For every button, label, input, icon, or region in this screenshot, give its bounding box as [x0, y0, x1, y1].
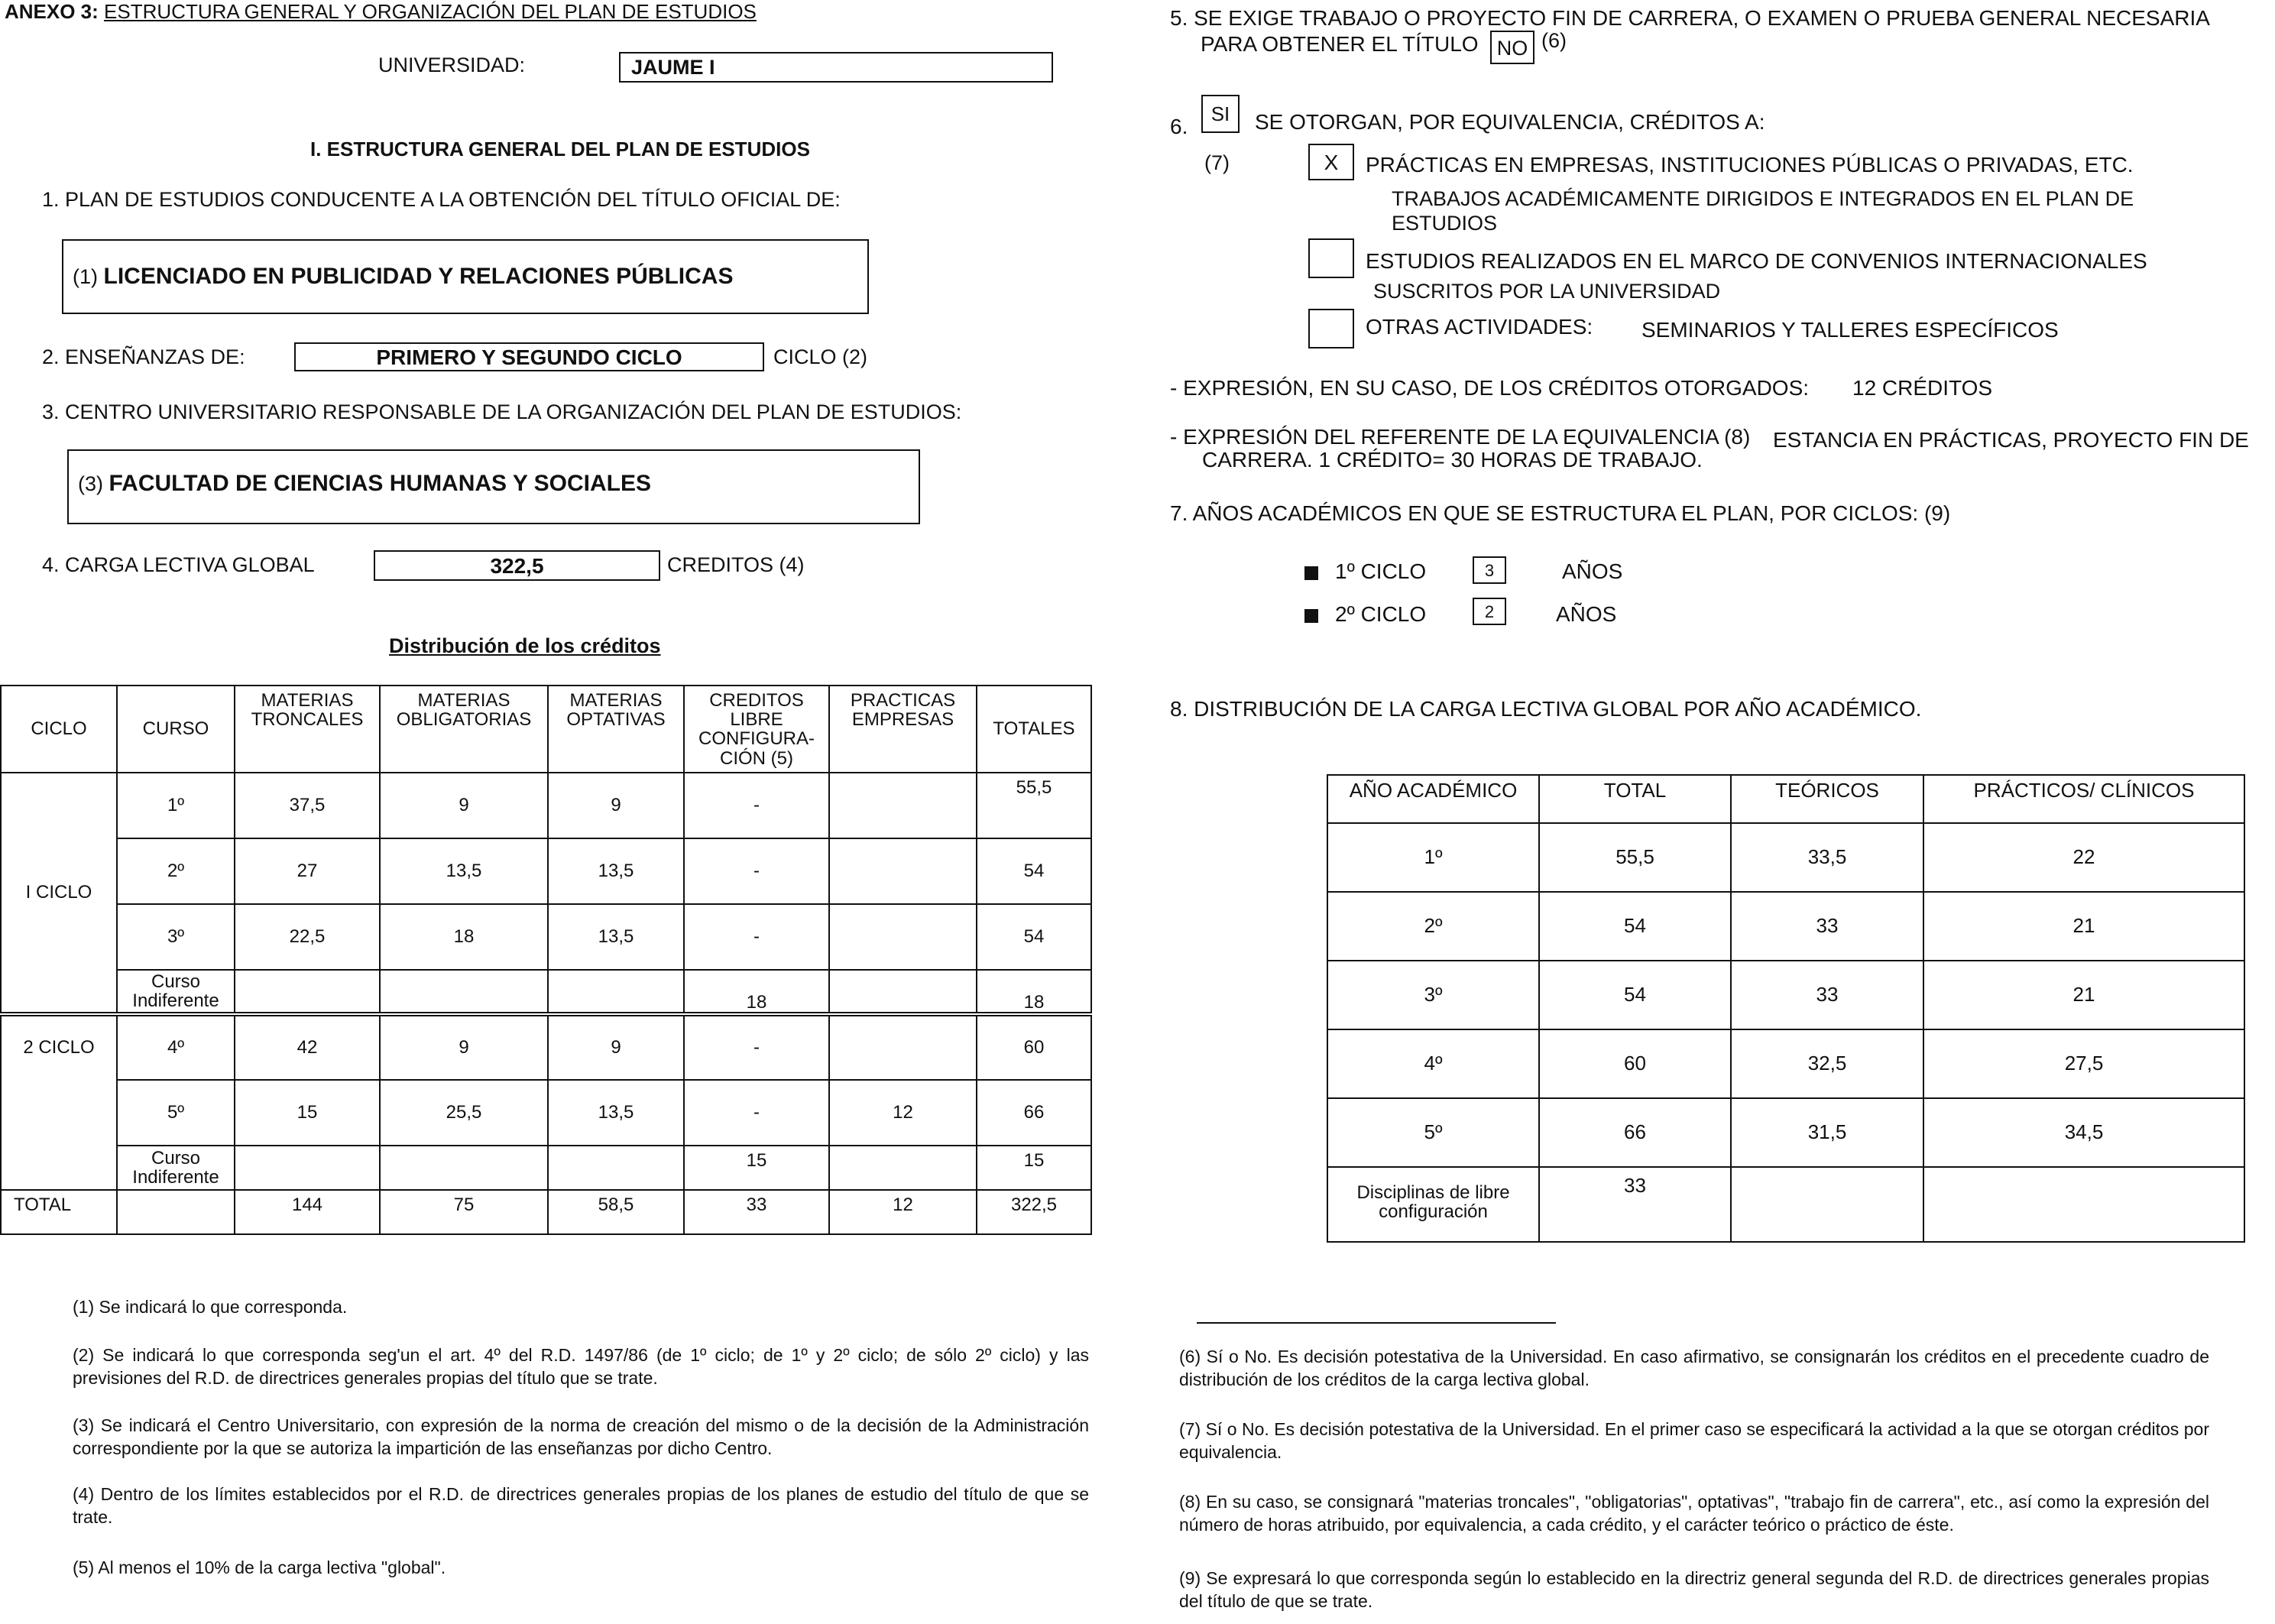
- section-title: I. ESTRUCTURA GENERAL DEL PLAN DE ESTUDIOS: [310, 138, 810, 160]
- item7-text: 7. AÑOS ACADÉMICOS EN QUE SE ESTRUCTURA EL PLAN, POR CICLOS: (9): [1170, 501, 1951, 525]
- ciclo2-label: 2º CICLO: [1335, 602, 1427, 626]
- cell-optativas: [548, 970, 684, 1014]
- footnote-3: (3) Se indicará el Centro Universitario, con expresión de la norma de creación del mismo o de la decisión de la Administración correspondiente por la que se autoriza la impartición de las enseñanzas por dicho Centro.: [73, 1415, 1089, 1458]
- cell-obligatorias: 25,5: [380, 1080, 548, 1146]
- bullet-icon: [1304, 566, 1318, 580]
- th-troncales: MATERIAS TRONCALES: [235, 686, 380, 773]
- item4-field: 322,5: [374, 550, 660, 581]
- total-label: TOTAL: [1, 1190, 117, 1234]
- ciclo1-years-box: 3: [1473, 556, 1506, 584]
- expr2-value2: CARRERA. 1 CRÉDITO= 30 HORAS DE TRABAJO.: [1202, 448, 1703, 472]
- expr1-value: 12 CRÉDITOS: [1852, 376, 1993, 400]
- cell-libre: 15: [684, 1146, 829, 1190]
- cell-total: 66: [977, 1080, 1091, 1146]
- cell-practicas: [829, 904, 977, 970]
- cell-optativas: 13,5: [548, 904, 684, 970]
- cell-curso: 2º: [117, 838, 235, 904]
- cell-teoricos: 32,5: [1731, 1029, 1923, 1098]
- universidad-field: JAUME I: [619, 52, 1053, 83]
- cell-obligatorias: 13,5: [380, 838, 548, 904]
- cell-ano: 1º: [1327, 823, 1539, 892]
- footnote-7: (7) Sí o No. Es decisión potestativa de la Universidad. En el primer caso se especificará la actividad a la que se otorgan créditos por equivalencia.: [1179, 1419, 2209, 1462]
- cell-libre: -: [684, 904, 829, 970]
- item8-text: 8. DISTRIBUCIÓN DE LA CARGA LECTIVA GLOBAL POR AÑO ACADÉMICO.: [1170, 697, 1922, 721]
- option-convenios-text: ESTUDIOS REALIZADOS EN EL MARCO DE CONVENIOS INTERNACIONALES: [1366, 249, 2147, 273]
- cell-libre: -: [684, 1014, 829, 1080]
- cell-obligatorias: 9: [380, 1014, 548, 1080]
- cell-obligatorias: [380, 970, 548, 1014]
- item5-checkbox: NO: [1490, 31, 1534, 64]
- cell-obligatorias: 75: [380, 1190, 548, 1234]
- cell-troncales: [235, 1146, 380, 1190]
- cell-libre: 33: [684, 1190, 829, 1234]
- item3-label: 3. CENTRO UNIVERSITARIO RESPONSABLE DE LA ORGANIZACIÓN DEL PLAN DE ESTUDIOS:: [42, 400, 962, 423]
- ciclo2-years-box: 2: [1473, 598, 1506, 625]
- cell-total: 18: [977, 970, 1091, 1014]
- universidad-label: UNIVERSIDAD:: [378, 53, 526, 76]
- bullet-icon: [1304, 609, 1318, 623]
- th-ano-academico: AÑO ACADÉMICO: [1327, 775, 1539, 823]
- cell-obligatorias: [380, 1146, 548, 1190]
- footnote-2: (2) Se indicará lo que corresponda seg'un el art. 4º del R.D. 1497/86 (de 1º ciclo; de 1º y 2º ciclo; de sólo 2º ciclo) y las previsiones del R.D. de directrices generales propias del título que se trate.: [73, 1345, 1089, 1388]
- table-row: [1, 904, 1091, 970]
- cell-optativas: 13,5: [548, 838, 684, 904]
- item6-checkbox: SI: [1201, 95, 1240, 133]
- cell-ano: 3º: [1327, 961, 1539, 1029]
- cell-practicos: 34,5: [1923, 1098, 2244, 1167]
- cell-optativas: [548, 1146, 684, 1190]
- cell-total: 55,5: [1539, 823, 1731, 892]
- item2-suffix: CICLO (2): [773, 345, 868, 368]
- table-row: [1327, 961, 2244, 1029]
- cell-teoricos: [1731, 1167, 1923, 1242]
- th-ciclo: CICLO: [1, 686, 117, 773]
- cell-total: 60: [1539, 1029, 1731, 1098]
- item1-marker: (1): [73, 265, 98, 288]
- table-row: [1327, 892, 2244, 961]
- cell-troncales: 15: [235, 1080, 380, 1146]
- cell-practicas: 12: [829, 1190, 977, 1234]
- item6-text: SE OTORGAN, POR EQUIVALENCIA, CRÉDITOS A:: [1255, 110, 1765, 134]
- ciclo1-cell: I CICLO: [1, 773, 117, 1014]
- th-totales: TOTALES: [977, 686, 1091, 773]
- footnote-divider: [1197, 1322, 1556, 1324]
- cell-total: 33: [1539, 1167, 1731, 1242]
- cell-libre: -: [684, 773, 829, 838]
- item5-text2: PARA OBTENER EL TÍTULO: [1201, 32, 1479, 56]
- cell-practicas: [829, 838, 977, 904]
- item3-marker: (3): [78, 472, 103, 495]
- footnote-4: (4) Dentro de los límites establecidos por el R.D. de directrices generales propias de los planes de estudio del título de que se trate.: [73, 1484, 1089, 1527]
- cell-optativas: 9: [548, 773, 684, 838]
- option-otras-text: OTRAS ACTIVIDADES:: [1366, 315, 1593, 339]
- cell-teoricos: 33,5: [1731, 823, 1923, 892]
- cell-obligatorias: 18: [380, 904, 548, 970]
- item3-value: FACULTAD DE CIENCIAS HUMANAS Y SOCIALES: [109, 471, 652, 496]
- item1-value: LICENCIADO EN PUBLICIDAD Y RELACIONES PÚBLICAS: [103, 264, 734, 289]
- cell-practicos: [1923, 1167, 2244, 1242]
- cell-troncales: 27: [235, 838, 380, 904]
- table-row: [1327, 1167, 2244, 1242]
- cell-ano: 2º: [1327, 892, 1539, 961]
- footnote-8: (8) En su caso, se consignará "materias troncales", "obligatorias", optativas", "trabajo fin de carrera", etc., así como la expresión del número de horas atribuido, por equivalencia, a cada crédito, y el carácter teórico o práctico de éste.: [1179, 1492, 2209, 1535]
- table-row: [1, 773, 1091, 838]
- table-row: [1, 970, 1091, 1014]
- cell-curso: [117, 1190, 235, 1234]
- item6-ref: (7): [1204, 151, 1230, 174]
- option-otras-checkbox: [1308, 309, 1354, 348]
- cell-ano: Disciplinas de libre configuración: [1327, 1167, 1539, 1242]
- cell-total: 60: [977, 1014, 1091, 1080]
- option-trabajos-text: TRABAJOS ACADÉMICAMENTE DIRIGIDOS E INTEGRADOS EN EL PLAN DE ESTUDIOS: [1392, 187, 2134, 235]
- ciclo2-cell: 2 CICLO: [1, 1014, 117, 1190]
- th-practicos: PRÁCTICOS/ CLÍNICOS: [1923, 775, 2244, 823]
- cell-practicos: 22: [1923, 823, 2244, 892]
- cell-total: 54: [977, 838, 1091, 904]
- th-optativas: MATERIAS OPTATIVAS: [548, 686, 684, 773]
- item4-label: 4. CARGA LECTIVA GLOBAL: [42, 553, 315, 576]
- item1-label: 1. PLAN DE ESTUDIOS CONDUCENTE A LA OBTENCIÓN DEL TÍTULO OFICIAL DE:: [42, 188, 841, 211]
- cell-practicos: 21: [1923, 961, 2244, 1029]
- option-convenios-text2: SUSCRITOS POR LA UNIVERSIDAD: [1373, 280, 1721, 303]
- cell-libre: -: [684, 838, 829, 904]
- cell-total: 322,5: [977, 1190, 1091, 1234]
- ciclo1-anos: AÑOS: [1562, 559, 1623, 583]
- cell-teoricos: 33: [1731, 892, 1923, 961]
- cell-troncales: 37,5: [235, 773, 380, 838]
- cell-practicos: 27,5: [1923, 1029, 2244, 1098]
- cell-total: 55,5: [977, 773, 1091, 838]
- cell-troncales: 144: [235, 1190, 380, 1234]
- ciclo1-label: 1º CICLO: [1335, 559, 1427, 583]
- credits-table: [0, 685, 1092, 1235]
- total-row: [1, 1190, 1091, 1234]
- th-obligatorias: MATERIAS OBLIGATORIAS: [380, 686, 548, 773]
- footnote-6: (6) Sí o No. Es decisión potestativa de la Universidad. En caso afirmativo, se consignarán los créditos en el precedente cuadro de distribución de los créditos de la carga lectiva global.: [1179, 1347, 2209, 1389]
- cell-troncales: 22,5: [235, 904, 380, 970]
- distribution-title: Distribución de los créditos: [389, 634, 661, 657]
- th-teoricos: TEÓRICOS: [1731, 775, 1923, 823]
- option-otras-value: SEMINARIOS Y TALLERES ESPECÍFICOS: [1641, 318, 2059, 342]
- item1-box: [62, 239, 869, 314]
- cell-practicas: [829, 773, 977, 838]
- cell-curso: 1º: [117, 773, 235, 838]
- expr2-label: - EXPRESIÓN DEL REFERENTE DE LA EQUIVALENCIA (8): [1170, 425, 1751, 449]
- table-row: [1327, 1098, 2244, 1167]
- item5-ref: (6): [1541, 29, 1567, 52]
- cell-practicos: 21: [1923, 892, 2244, 961]
- cell-libre: 18: [684, 970, 829, 1014]
- expr1-label: - EXPRESIÓN, EN SU CASO, DE LOS CRÉDITOS OTORGADOS:: [1170, 376, 1810, 400]
- cell-troncales: [235, 970, 380, 1014]
- cell-ano: 4º: [1327, 1029, 1539, 1098]
- option-practicas-checkbox: X: [1308, 144, 1354, 180]
- cell-curso: Curso Indiferente: [117, 1146, 235, 1190]
- cell-curso: 5º: [117, 1080, 235, 1146]
- annex-prefix: ANEXO 3:: [5, 0, 99, 23]
- item4-suffix: CREDITOS (4): [667, 553, 805, 576]
- footnote-9: (9) Se expresará lo que corresponda según lo establecido en la directriz general segunda del R.D. de directrices generales propias del título de que se trate.: [1179, 1568, 2209, 1611]
- cell-curso: Curso Indiferente: [117, 970, 235, 1014]
- cell-curso: 4º: [117, 1014, 235, 1080]
- cell-teoricos: 31,5: [1731, 1098, 1923, 1167]
- cell-total: 54: [1539, 961, 1731, 1029]
- item2-label: 2. ENSEÑANZAS DE:: [42, 345, 245, 368]
- cell-curso: 3º: [117, 904, 235, 970]
- cell-practicas: [829, 1146, 977, 1190]
- cell-total: 66: [1539, 1098, 1731, 1167]
- cell-total: 15: [977, 1146, 1091, 1190]
- cell-libre: -: [684, 1080, 829, 1146]
- option-convenios-checkbox: [1308, 238, 1354, 278]
- cell-troncales: 42: [235, 1014, 380, 1080]
- table-row: [1, 838, 1091, 904]
- table-row: [1, 1014, 1091, 1080]
- th-libre-configuracion: CREDITOS LIBRE CONFIGURA-CIÓN (5): [684, 686, 829, 773]
- academic-year-table: [1327, 774, 2245, 1243]
- cell-practicas: 12: [829, 1080, 977, 1146]
- cell-ano: 5º: [1327, 1098, 1539, 1167]
- expr2-value: ESTANCIA EN PRÁCTICAS, PROYECTO FIN DE: [1773, 428, 2249, 452]
- table-row: [1, 1080, 1091, 1146]
- item2-field: PRIMERO Y SEGUNDO CICLO: [294, 342, 764, 371]
- annex-title: ESTRUCTURA GENERAL Y ORGANIZACIÓN DEL PLAN DE ESTUDIOS: [104, 0, 757, 23]
- ciclo2-row: [1304, 602, 1426, 627]
- option-practicas-text: PRÁCTICAS EN EMPRESAS, INSTITUCIONES PÚBLICAS O PRIVADAS, ETC.: [1366, 153, 2134, 177]
- cell-practicas: [829, 970, 977, 1014]
- cell-obligatorias: 9: [380, 773, 548, 838]
- ciclo2-anos: AÑOS: [1556, 602, 1617, 626]
- item3-box: [67, 449, 920, 524]
- annex-header: [5, 0, 757, 24]
- th-practicas-empresas: PRACTICAS EMPRESAS: [829, 686, 977, 773]
- table-row: [1327, 823, 2244, 892]
- cell-total: 54: [977, 904, 1091, 970]
- cell-optativas: 9: [548, 1014, 684, 1080]
- item5-text: 5. SE EXIGE TRABAJO O PROYECTO FIN DE CARRERA, O EXAMEN O PRUEBA GENERAL NECESARIA: [1170, 6, 2210, 30]
- table-row: [1, 1146, 1091, 1190]
- table-row: [1327, 1029, 2244, 1098]
- th-curso: CURSO: [117, 686, 235, 773]
- th-total: TOTAL: [1539, 775, 1731, 823]
- item6-num: 6.: [1170, 115, 1188, 138]
- cell-practicas: [829, 1014, 977, 1080]
- cell-optativas: 13,5: [548, 1080, 684, 1146]
- footnote-1: (1) Se indicará lo que corresponda.: [73, 1297, 348, 1317]
- footnote-5: (5) Al menos el 10% de la carga lectiva "global".: [73, 1558, 446, 1577]
- ciclo1-row: [1304, 559, 1426, 584]
- cell-teoricos: 33: [1731, 961, 1923, 1029]
- cell-total: 54: [1539, 892, 1731, 961]
- cell-optativas: 58,5: [548, 1190, 684, 1234]
